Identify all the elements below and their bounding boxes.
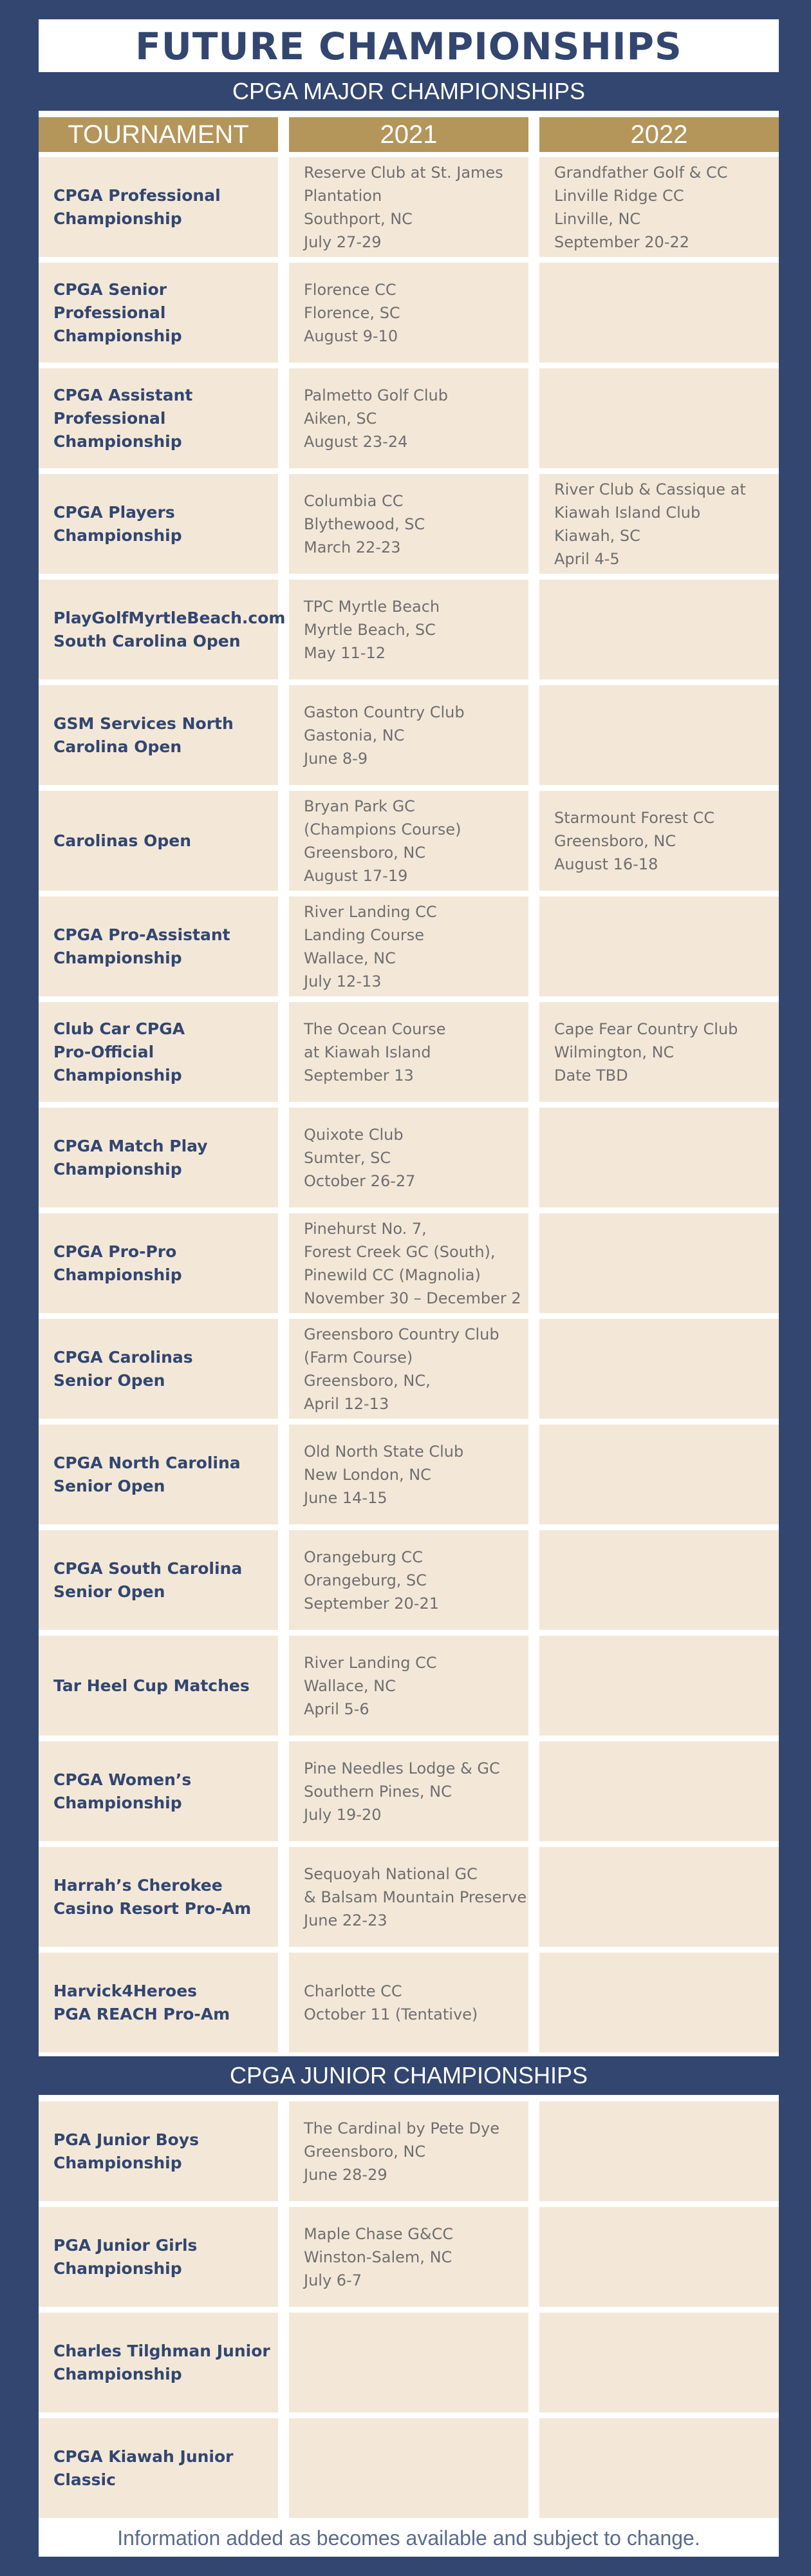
venue-2021-cell xyxy=(289,157,528,257)
venue-2021-cell xyxy=(289,2207,528,2307)
venue-2021: Old North State Club New London, NC June 14-15 xyxy=(304,1442,464,1507)
tournament-name-cell xyxy=(39,791,278,891)
tournament-name: CPGA North Carolina Senior Open xyxy=(53,1453,241,1495)
tournament-name-cell xyxy=(39,1213,278,1313)
tournament-name-cell xyxy=(39,474,278,574)
venue-2021: Bryan Park GC (Champions Course) Greensboro, NC August 17-19 xyxy=(304,797,461,885)
venue-2021-cell xyxy=(289,263,528,363)
venue-2021-cell xyxy=(289,1319,528,1419)
venue-2021: Orangeburg CC Orangeburg, SC September 20-21 xyxy=(304,1548,440,1613)
major-championships-heading: CPGA MAJOR CHAMPIONSHIPS xyxy=(39,72,779,111)
tournament-name-cell xyxy=(39,1319,278,1419)
venue-2021-cell xyxy=(289,1425,528,1524)
tournament-name: PlayGolfMyrtleBeach.com South Carolina Open xyxy=(53,608,286,650)
tournament-name: CPGA Women’s Championship xyxy=(53,1770,192,1812)
junior-championships-heading: CPGA JUNIOR CHAMPIONSHIPS xyxy=(39,2056,779,2095)
venue-2022-cell xyxy=(539,685,779,785)
tournament-name: CPGA South Carolina Senior Open xyxy=(53,1558,243,1601)
venue-2021: The Ocean Course at Kiawah Island September 13 xyxy=(304,1019,446,1084)
venue-2022-cell xyxy=(539,1530,779,1630)
tournament-name: CPGA Carolinas Senior Open xyxy=(53,1347,193,1390)
venue-2022: Starmount Forest CC Greensboro, NC August 16-18 xyxy=(554,808,715,873)
venue-2022-cell xyxy=(539,580,779,679)
venue-2022: Cape Fear Country Club Wilmington, NC Date TBD xyxy=(554,1019,738,1084)
venue-2021-cell xyxy=(289,2101,528,2201)
venue-2021-cell xyxy=(289,1636,528,1736)
venue-2022: River Club & Cassique at Kiawah Island Club Kiawah, SC April 4-5 xyxy=(554,480,746,568)
venue-2022-cell xyxy=(539,263,779,363)
venue-2021-cell xyxy=(289,2418,528,2518)
column-header-2021: 2021 xyxy=(289,117,528,152)
venue-2022-cell xyxy=(539,1953,779,2052)
venue-2021: River Landing CC Landing Course Wallace, NC July 12-13 xyxy=(304,902,437,990)
venue-2022-cell xyxy=(539,1108,779,1208)
venue-2022-cell xyxy=(539,474,779,574)
tournament-name: Carolinas Open xyxy=(53,831,192,850)
venue-2021-cell xyxy=(289,791,528,891)
tournament-name-cell xyxy=(39,2418,278,2518)
venue-2022-cell xyxy=(539,1636,779,1736)
venue-2022-cell xyxy=(539,368,779,468)
venue-2022-cell xyxy=(539,2313,779,2412)
venue-2021: River Landing CC Wallace, NC April 5-6 xyxy=(304,1653,437,1718)
venue-2021-cell xyxy=(289,580,528,679)
tournament-name: CPGA Pro-Pro Championship xyxy=(53,1242,182,1284)
venue-2022-cell xyxy=(539,2418,779,2518)
tournament-name-cell xyxy=(39,1002,278,1102)
venue-2021-cell xyxy=(289,1002,528,1102)
venue-2022-cell xyxy=(539,1319,779,1419)
column-header-2022: 2022 xyxy=(539,117,779,152)
venue-2022-cell xyxy=(539,1002,779,1102)
venue-2021-cell xyxy=(289,1953,528,2052)
tournament-name: GSM Services North Carolina Open xyxy=(53,714,234,756)
tournament-name-cell xyxy=(39,896,278,996)
tournament-name-cell xyxy=(39,263,278,363)
column-header-tournament: TOURNAMENT xyxy=(39,117,278,152)
tournament-name-cell xyxy=(39,368,278,468)
tournament-name-cell xyxy=(39,685,278,785)
venue-2021: Pinehurst No. 7, Forest Creek GC (South), Pinewild CC (Magnolia) November 30 – December 2 xyxy=(304,1219,521,1307)
venue-2021: Sequoyah National GC & Balsam Mountain Preserve June 22-23 xyxy=(304,1864,527,1929)
venue-2021: Columbia CC Blythewood, SC March 22-23 xyxy=(304,491,425,556)
venue-2021: The Cardinal by Pete Dye Greensboro, NC June 28-29 xyxy=(304,2119,499,2184)
venue-2021-cell xyxy=(289,896,528,996)
venue-2022-cell xyxy=(539,1847,779,1947)
footer-note: Information added as becomes available and subject to change. xyxy=(117,2526,700,2550)
venue-2022: Grandfather Golf & CC Linville Ridge CC Linville, NC September 20-22 xyxy=(554,163,728,251)
venue-2022-cell xyxy=(539,1741,779,1841)
tournament-name: Club Car CPGA Pro-Official Championship xyxy=(53,1019,185,1084)
tournament-name-cell xyxy=(39,1636,278,1736)
page-title: FUTURE CHAMPIONSHIPS xyxy=(135,24,682,68)
championships-page xyxy=(39,19,779,2557)
tournament-name-cell xyxy=(39,1425,278,1524)
tournament-name: CPGA Pro-Assistant Championship xyxy=(53,925,230,967)
venue-2021-cell xyxy=(289,685,528,785)
tournament-name-cell xyxy=(39,157,278,257)
venue-2021: Florence CC Florence, SC August 9-10 xyxy=(304,280,400,345)
tournament-name-cell xyxy=(39,2101,278,2201)
venue-2022-cell xyxy=(539,2207,779,2307)
tournament-name-cell xyxy=(39,2313,278,2412)
tournament-name: CPGA Kiawah Junior Classic xyxy=(53,2447,234,2489)
tournament-name: Harvick4Heroes PGA REACH Pro-Am xyxy=(53,1981,230,2023)
venue-2021-cell xyxy=(289,1213,528,1313)
tournament-name: CPGA Professional Championship xyxy=(53,185,221,228)
tournament-name-cell xyxy=(39,1108,278,1208)
tournament-name-cell xyxy=(39,1741,278,1841)
tournament-name-cell xyxy=(39,1847,278,1947)
venue-2021: TPC Myrtle Beach Myrtle Beach, SC May 11-12 xyxy=(304,597,440,662)
venue-2021-cell xyxy=(289,474,528,574)
tournament-name: CPGA Senior Professional Championship xyxy=(53,279,182,345)
venue-2021-cell xyxy=(289,368,528,468)
venue-2021: Palmetto Golf Club Aiken, SC August 23-24 xyxy=(304,386,448,451)
venue-2021-cell xyxy=(289,1847,528,1947)
venue-2022-cell xyxy=(539,1213,779,1313)
tournament-name-cell xyxy=(39,580,286,679)
venue-2021-cell xyxy=(289,1530,528,1630)
tournament-name: Harrah’s Cherokee Casino Resort Pro-Am xyxy=(53,1875,252,1918)
venue-2022-cell xyxy=(539,1425,779,1524)
venue-2022-cell xyxy=(539,2101,779,2201)
tournament-name: Tar Heel Cup Matches xyxy=(53,1676,250,1695)
tournament-name: PGA Junior Girls Championship xyxy=(53,2235,198,2278)
venue-2021: Quixote Club Sumter, SC October 26-27 xyxy=(304,1125,416,1190)
venue-2021-cell xyxy=(289,2313,528,2412)
venue-2021: Reserve Club at St. James Plantation Southport, NC July 27-29 xyxy=(304,163,503,251)
venue-2021: Greensboro Country Club (Farm Course) Greensboro, NC, April 12-13 xyxy=(304,1325,499,1413)
tournament-name: CPGA Assistant Professional Championship xyxy=(53,385,193,451)
venue-2021: Gaston Country Club Gastonia, NC June 8-9 xyxy=(304,703,465,768)
venue-2022-cell xyxy=(539,791,779,891)
tournament-name: CPGA Match Play Championship xyxy=(53,1136,208,1179)
tournament-name-cell xyxy=(39,2207,278,2307)
tournament-name: PGA Junior Boys Championship xyxy=(53,2130,199,2172)
tournament-name: CPGA Players Championship xyxy=(53,502,182,545)
tournament-name-cell xyxy=(39,1530,278,1630)
tournament-name-cell xyxy=(39,1953,278,2052)
venue-2021: Charlotte CC October 11 (Tentative) xyxy=(304,1982,478,2023)
venue-2022-cell xyxy=(539,896,779,996)
venue-2021: Pine Needles Lodge & GC Southern Pines, NC July 19-20 xyxy=(304,1759,500,1824)
tournament-name: Charles Tilghman Junior Championship xyxy=(53,2341,270,2383)
venue-2022-cell xyxy=(539,157,779,257)
venue-2021: Maple Chase G&CC Winston-Salem, NC July 6-7 xyxy=(304,2224,454,2289)
venue-2021-cell xyxy=(289,1108,528,1208)
venue-2021-cell xyxy=(289,1741,528,1841)
